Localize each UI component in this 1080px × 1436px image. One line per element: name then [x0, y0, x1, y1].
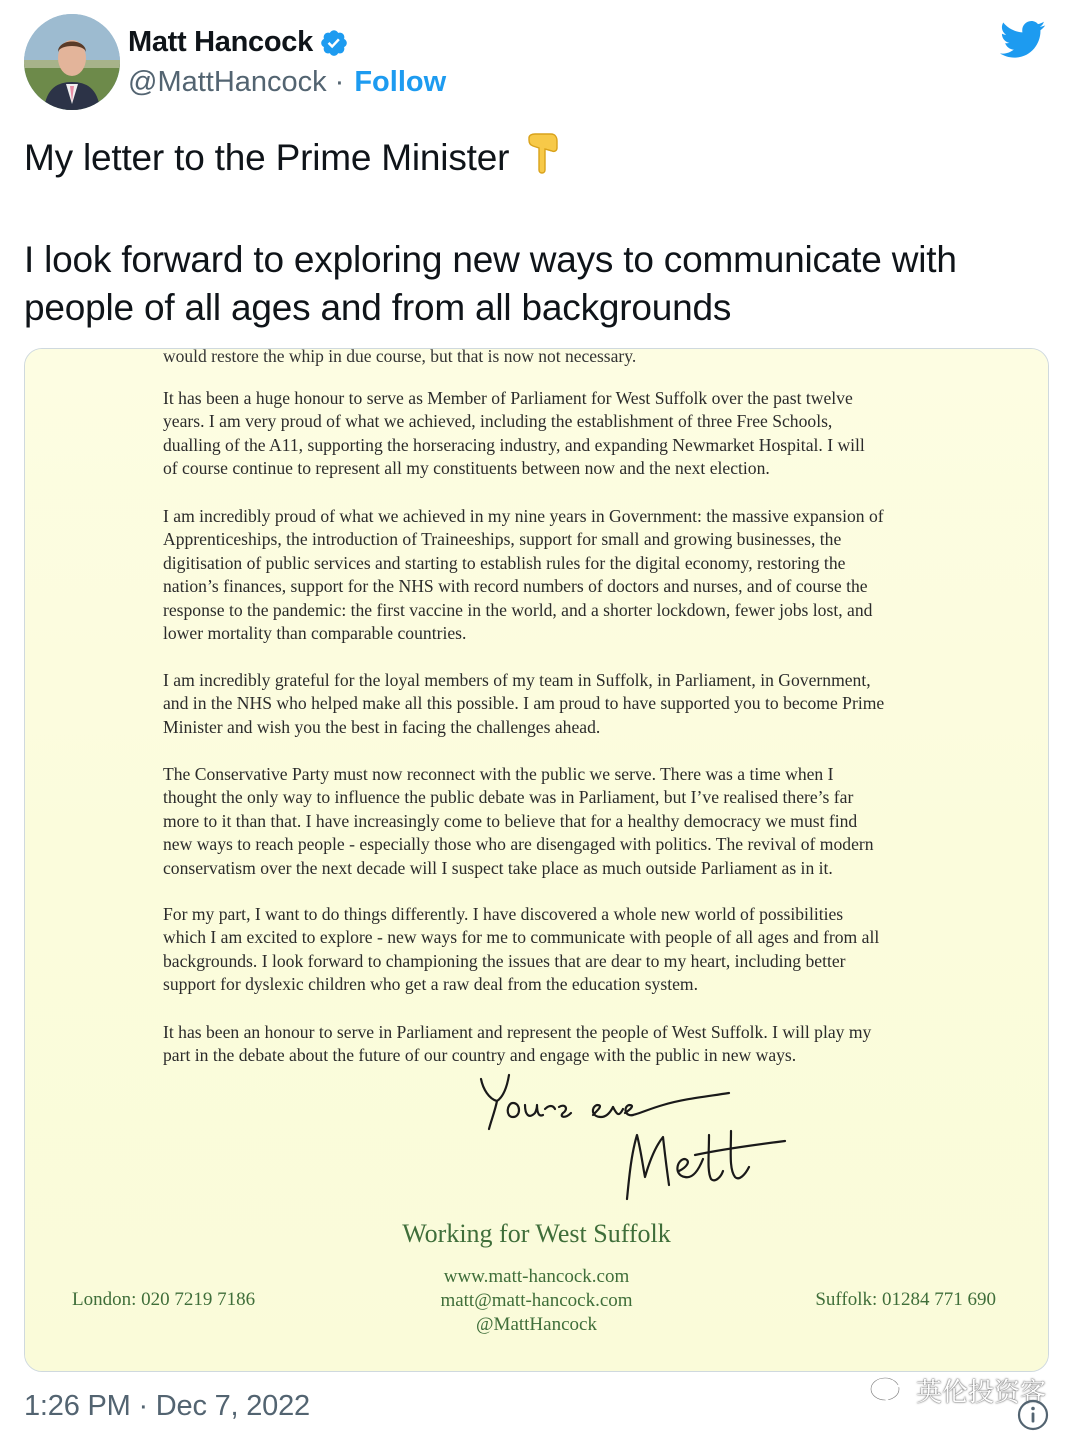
contact-suffolk: Suffolk: 01284 771 690 [815, 1289, 996, 1310]
letter-paragraph-4: The Conservative Party must now reconnect with the public we serve. There was a time when I thought the only way to influence the public debate was in Parliament, but I’ve realised there’s far more to it than that. I have increasingly come to believe that for a healthy democracy we must find new ways to reach people - especially those who are disengaged with politics. The revival of modern conservatism over the next decade will I suspect take place as much outside Parliament as in it. [163, 764, 874, 878]
wechat-icon [868, 1375, 912, 1407]
verified-badge-icon [319, 28, 349, 58]
info-icon[interactable] [1016, 1398, 1050, 1432]
tweet-line-3: people of all ages and from all backgrounds [24, 287, 732, 328]
letter-image[interactable] [24, 348, 1049, 1372]
letter-paragraph-3: I am incredibly grateful for the loyal members of my team in Suffolk, in Parliament, in Government, and in the NHS who helped make all this possible. I am proud to have supported you to become Prime Minister and wish you the best in facing the challenges ahead. [163, 670, 885, 737]
contact-email: matt@matt-hancock.com [440, 1290, 633, 1311]
tweet-text [24, 132, 1054, 332]
author-name[interactable]: Matt Hancock [128, 26, 313, 58]
backhand-index-pointing-down-icon [523, 132, 563, 188]
follow-button[interactable]: Follow [354, 66, 447, 98]
contact-website: www.matt-hancock.com [443, 1266, 630, 1287]
separator-dot: · [334, 66, 345, 98]
letter-paragraph-1: It has been a huge honour to serve as Member of Parliament for West Suffolk over the past twelve years. I am very proud of what we achieved, including the establishment of three Free Schools, dualling of the A11, supporting the horseracing industry, and expanding Newmarket Hospital. I will of course continue to represent all my constituents between now and the next election. [163, 388, 865, 479]
watermark-text: 英伦投资客 [915, 1377, 1046, 1407]
tweet-timestamp[interactable]: 1:26 PM · Dec 7, 2022 [24, 1390, 310, 1422]
letter-cut-line: would restore the whip in due course, but that is now not necessary. [163, 348, 637, 366]
author-handle[interactable]: @MattHancock [128, 66, 327, 98]
contact-twitter: @MattHancock [476, 1314, 597, 1335]
signature-image [473, 1059, 793, 1209]
letter-paragraph-6: It has been an honour to serve in Parliament and represent the people of West Suffolk. I will play my part in the debate about the future of our country and engage with the public in new ways. [163, 1022, 872, 1066]
letter-tagline: Working for West Suffolk [402, 1219, 671, 1248]
twitter-bird-icon[interactable] [1000, 20, 1046, 60]
letter-paragraph-2: I am incredibly proud of what we achieved in my nine years in Government: the massive expansion of Apprenticeships, the introduction of Traineeships, support for small and growing businesses, the digitisation of public services and starting to establish rules for the digital economy, restoring the nation’s finances, support for the NHS with record numbers of doctors and nurses, and of course the response to the pandemic: the first vaccine in the world, and a shorter lockdown, fewer jobs lost, and lower mortality than comparable countries. [163, 506, 884, 644]
avatar[interactable] [24, 14, 120, 110]
letter-page [25, 349, 1048, 1371]
tweet-header [24, 14, 1056, 114]
contact-london: London: 020 7219 7186 [72, 1289, 256, 1310]
letter-paragraph-5: For my part, I want to do things differently. I have discovered a whole new world of possibilities which I am excited to explore - new ways for me to communicate with people of all ages and from all backgrounds. I look forward to championing the issues that are dear to my heart, including better support for dyslexic children who get a raw deal from the education system. [163, 904, 880, 995]
tweet-line-1: My letter to the Prime Minister [24, 137, 510, 178]
tweet-line-2: I look forward to exploring new ways to communicate with [24, 239, 957, 280]
